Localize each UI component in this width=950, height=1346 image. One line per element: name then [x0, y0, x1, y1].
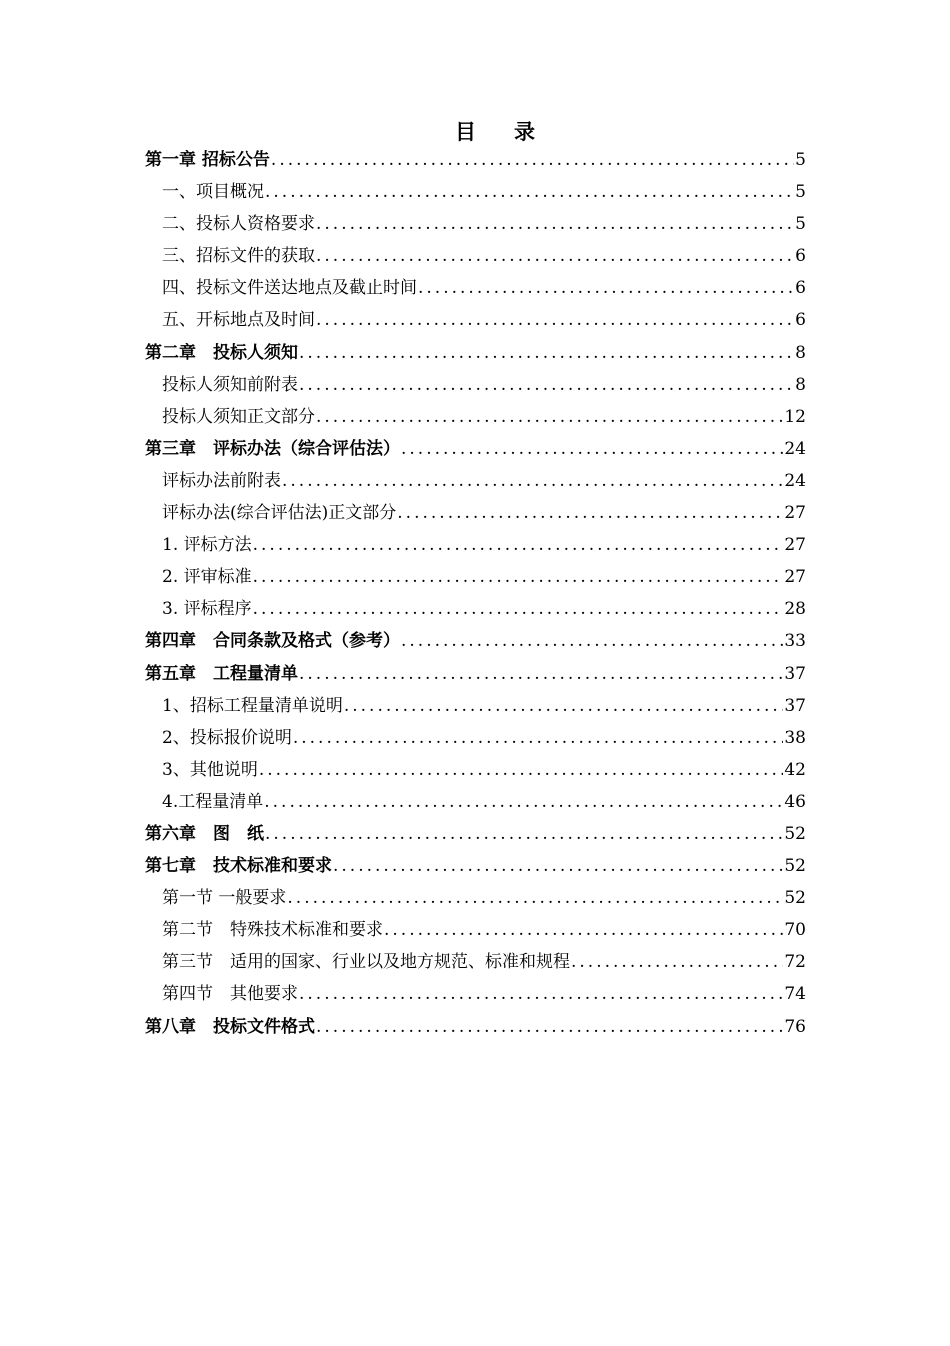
toc-section-entry[interactable]	[145, 914, 806, 946]
toc-page-number: 52	[784, 856, 806, 877]
toc-dot-leader	[253, 561, 784, 593]
toc-page-number: 46	[784, 791, 806, 812]
toc-entry-label: 第四节 其他要求	[162, 984, 298, 1005]
toc-entry-label: 第二章 投标人须知	[145, 342, 298, 363]
toc-section-entry[interactable]	[145, 369, 806, 401]
toc-dot-leader	[259, 754, 784, 786]
toc-dot-leader	[287, 882, 783, 914]
toc-page-number: 27	[784, 567, 806, 588]
toc-section-entry[interactable]	[145, 593, 806, 625]
toc-entry-label: 第三章 评标办法（综合评估法）	[145, 438, 400, 459]
toc-page-number: 37	[784, 695, 806, 716]
toc-dot-leader	[344, 690, 784, 722]
toc-dot-leader	[299, 658, 783, 690]
toc-dot-leader	[316, 208, 794, 240]
toc-page-number: 28	[784, 599, 806, 620]
toc-section-entry[interactable]	[145, 529, 806, 561]
toc-entry-label: 三、招标文件的获取	[162, 246, 315, 267]
toc-entry-label: 第六章 图 纸	[145, 823, 264, 844]
toc-section-entry[interactable]	[145, 304, 806, 336]
toc-section-entry[interactable]	[145, 690, 806, 722]
toc-dot-leader	[401, 625, 783, 657]
toc-chapter-entry[interactable]	[145, 433, 806, 465]
toc-dot-leader	[265, 818, 783, 850]
toc-entry-label: 评标办法前附表	[162, 470, 281, 491]
toc-page-number: 12	[784, 406, 806, 427]
toc-entry-label: 第二节 特殊技术标准和要求	[162, 920, 383, 941]
toc-chapter-entry[interactable]	[145, 658, 806, 690]
toc-page-number: 38	[784, 727, 806, 748]
toc-page-number: 37	[784, 663, 806, 684]
toc-dot-leader	[265, 176, 794, 208]
toc-page-number: 8	[795, 342, 806, 363]
toc-dot-leader	[316, 1011, 783, 1043]
toc-page-number: 72	[784, 952, 806, 973]
toc-section-entry[interactable]	[145, 946, 806, 978]
toc-entry-label: 第八章 投标文件格式	[145, 1016, 315, 1037]
toc-dot-leader	[397, 497, 783, 529]
toc-section-entry[interactable]	[145, 978, 806, 1010]
toc-section-entry[interactable]	[145, 722, 806, 754]
toc-page-number: 8	[795, 374, 806, 395]
toc-page-number: 6	[795, 278, 806, 299]
toc-dot-leader	[264, 786, 783, 818]
toc-chapter-entry[interactable]	[145, 625, 806, 657]
toc-entry-label: 3. 评标程序	[162, 599, 252, 620]
toc-dot-leader	[299, 337, 794, 369]
toc-chapter-entry[interactable]	[145, 1011, 806, 1043]
toc-dot-leader	[384, 914, 783, 946]
toc-page-number: 5	[795, 182, 806, 203]
toc-dot-leader	[571, 946, 783, 978]
toc-page-number: 42	[784, 759, 806, 780]
toc-section-entry[interactable]	[145, 240, 806, 272]
toc-entry-label: 3、其他说明	[162, 759, 258, 780]
toc-dot-leader	[316, 304, 794, 336]
toc-entry-label: 2、投标报价说明	[162, 727, 292, 748]
toc-section-entry[interactable]	[145, 754, 806, 786]
toc-section-entry[interactable]	[145, 208, 806, 240]
toc-page-number: 27	[784, 535, 806, 556]
toc-dot-leader	[299, 978, 783, 1010]
toc-entry-label: 2. 评审标准	[162, 567, 252, 588]
toc-section-entry[interactable]	[145, 497, 806, 529]
toc-section-entry[interactable]	[145, 786, 806, 818]
toc-section-entry[interactable]	[145, 272, 806, 304]
toc-section-entry[interactable]	[145, 176, 806, 208]
toc-dot-leader	[253, 593, 784, 625]
toc-page-number: 5	[795, 150, 806, 170]
toc-chapter-entry[interactable]	[145, 850, 806, 882]
toc-entry-label: 第五章 工程量清单	[145, 663, 298, 684]
toc-entry-label: 1、招标工程量清单说明	[162, 695, 343, 716]
toc-page-number: 70	[784, 920, 806, 941]
toc-dot-leader	[333, 850, 783, 882]
toc-chapter-entry[interactable]	[145, 818, 806, 850]
toc-page-number: 52	[784, 823, 806, 844]
toc-dot-leader	[253, 529, 784, 561]
toc-section-entry[interactable]	[145, 465, 806, 497]
toc-section-entry[interactable]	[145, 882, 806, 914]
toc-title: 目录	[455, 119, 573, 144]
toc-entry-label: 投标人须知正文部分	[162, 406, 315, 427]
toc-dot-leader	[316, 401, 783, 433]
toc-page-number: 33	[784, 631, 806, 652]
toc-entry-label: 四、投标文件送达地点及截止时间	[162, 278, 417, 299]
toc-section-entry[interactable]	[145, 401, 806, 433]
toc-dot-leader	[418, 272, 794, 304]
toc-entry-label: 评标办法(综合评估法)正文部分	[162, 503, 397, 524]
toc-dot-leader	[401, 433, 783, 465]
toc-entry-label: 一、项目概况	[162, 182, 264, 203]
toc-dot-leader	[299, 369, 794, 401]
toc-entry-label: 第一章 招标公告	[145, 150, 270, 170]
toc-dot-leader	[316, 240, 794, 272]
toc-section-entry[interactable]	[145, 561, 806, 593]
toc-entry-label: 第三节 适用的国家、行业以及地方规范、标准和规程	[162, 952, 570, 973]
toc-entry-label: 1. 评标方法	[162, 535, 252, 556]
toc-entry-label: 第七章 技术标准和要求	[145, 856, 332, 877]
toc-dot-leader	[293, 722, 784, 754]
toc-dot-leader	[282, 465, 783, 497]
toc-page-number: 24	[784, 470, 806, 491]
toc-entry-label: 第一节 一般要求	[162, 888, 287, 909]
toc-page-number: 52	[784, 888, 806, 909]
toc-page-number: 27	[784, 503, 806, 524]
toc-chapter-entry[interactable]	[145, 337, 806, 369]
toc-entry-label: 五、开标地点及时间	[162, 310, 315, 331]
toc-page-number: 6	[795, 246, 806, 267]
toc-page-number: 24	[784, 438, 806, 459]
toc-list	[145, 144, 806, 1043]
toc-entry-label: 二、投标人资格要求	[162, 214, 315, 235]
toc-entry-label: 4.工程量清单	[162, 791, 264, 812]
toc-chapter-entry[interactable]	[145, 144, 806, 176]
toc-page-number: 76	[784, 1016, 806, 1037]
toc-page-number: 74	[784, 984, 806, 1005]
toc-entry-label: 第四章 合同条款及格式（参考）	[145, 631, 400, 652]
toc-dot-leader	[271, 144, 794, 176]
toc-entry-label: 投标人须知前附表	[162, 374, 298, 395]
toc-page-number: 5	[795, 214, 806, 235]
toc-page-number: 6	[795, 310, 806, 331]
